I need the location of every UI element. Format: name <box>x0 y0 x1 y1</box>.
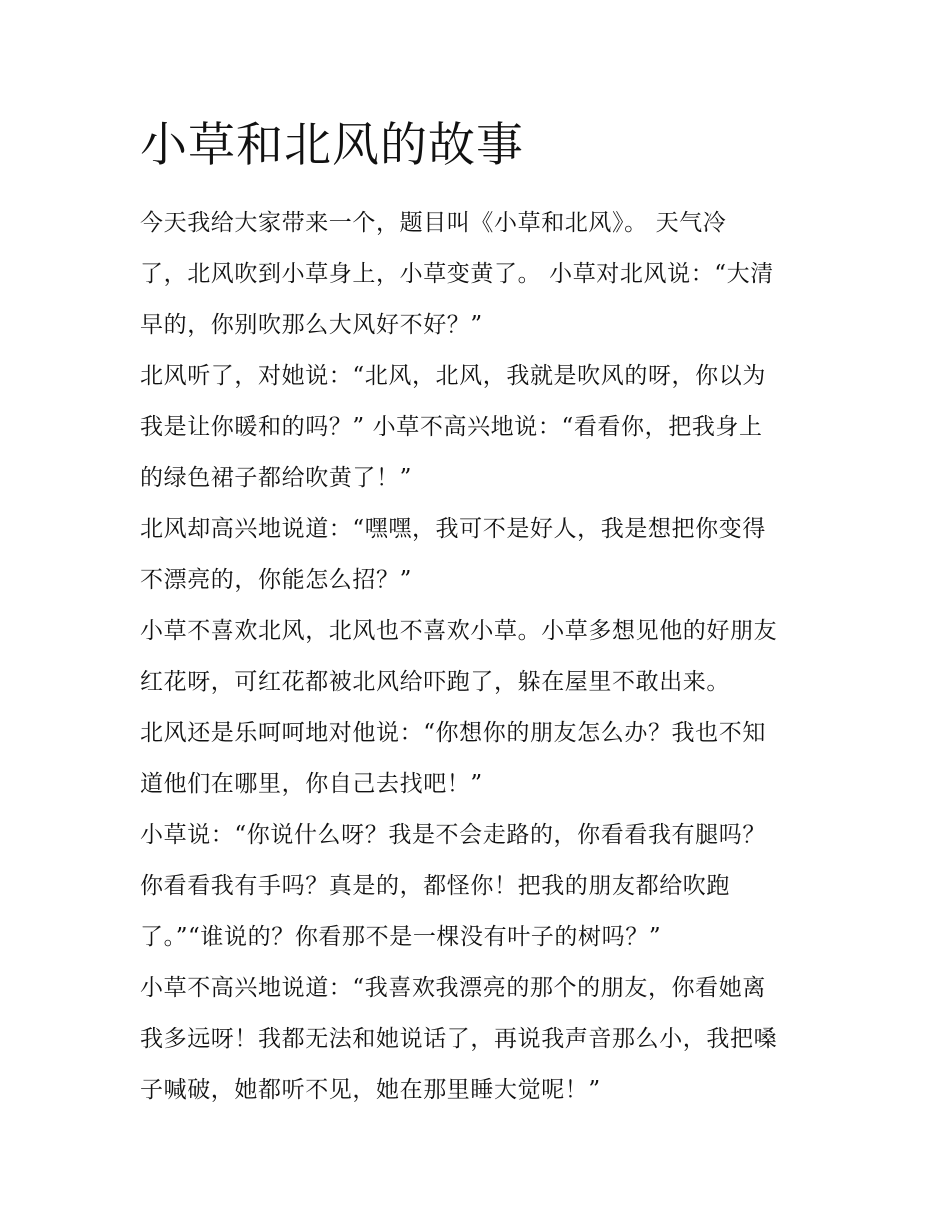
body-line: 不漂亮的，你能怎么招？” <box>140 567 412 593</box>
body-line: 了，北风吹到小草身上，小草变黄了。 小草对北风说：“大清 <box>140 261 774 287</box>
body-line: 北风却高兴地说道：“嘿嘿，我可不是好人，我是想把你变得 <box>140 516 766 542</box>
body-line: 北风听了，对她说：“北风，北风，我就是吹风的呀，你以为 <box>140 363 766 389</box>
body-line: 的绿色裙子都给吹黄了！” <box>140 465 412 491</box>
body-line: 小草不高兴地说道：“我喜欢我漂亮的那个的朋友，你看她离 <box>140 975 766 1001</box>
body-line: 北风还是乐呵呵地对他说：“你想你的朋友怎么办？我也不知 <box>140 720 766 746</box>
document-body <box>140 198 820 1116</box>
body-line: 子喊破，她都听不见，她在那里睡大觉呢！” <box>140 1077 601 1103</box>
body-line: 你看看我有手吗？真是的，都怪你！把我的朋友都给吹跑 <box>140 873 730 899</box>
body-line: 我是让你暖和的吗？” 小草不高兴地说：“看看你，把我身上 <box>140 414 763 440</box>
body-line: 道他们在哪里，你自己去找吧！” <box>140 771 483 797</box>
document-title: 小草和北风的故事 <box>140 118 524 173</box>
body-line: 今天我给大家带来一个，题目叫《小草和北风》。 天气冷 <box>140 210 727 236</box>
body-line: 早的，你别吹那么大风好不好？” <box>140 312 483 338</box>
body-line: 了。”“谁说的？你看那不是一棵没有叶子的树吗？” <box>140 924 662 950</box>
body-line: 小草不喜欢北风，北风也不喜欢小草。小草多想见他的好朋友 <box>140 618 778 644</box>
body-line: 我多远呀！我都无法和她说话了，再说我声音那么小，我把嗓 <box>140 1026 778 1052</box>
body-line: 小草说：“你说什么呀？我是不会走路的，你看看我有腿吗？ <box>140 822 766 848</box>
body-line: 红花呀，可红花都被北风给吓跑了，躲在屋里不敢出来。 <box>140 669 730 695</box>
